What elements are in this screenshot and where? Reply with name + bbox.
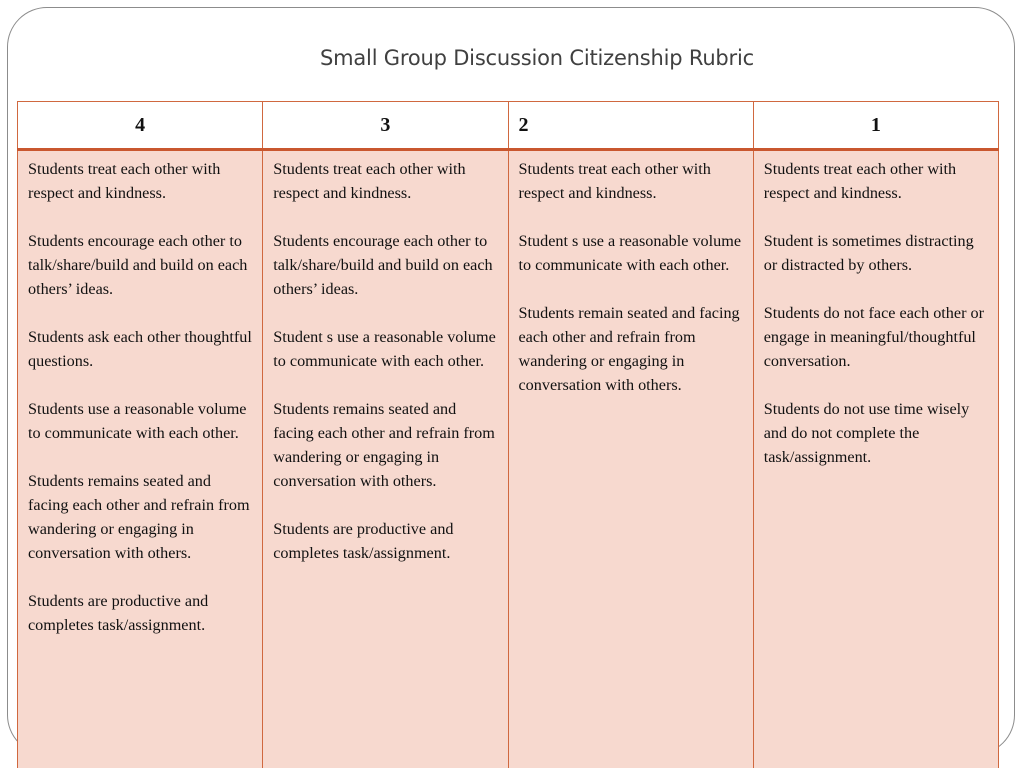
score-header-4: 4	[18, 102, 263, 150]
criterion: Students remains seated and facing each other and refrain from wandering or engaging in conversation with others.	[273, 400, 495, 490]
criterion: Students do not face each other or engage in meaningful/thoughtful conversation.	[763, 304, 985, 370]
criterion: Student s use a reasonable volume to communicate with each other.	[273, 328, 496, 370]
score-header-1: 1	[753, 102, 998, 150]
criterion: Student is sometimes distracting or distracted by others.	[763, 232, 974, 274]
criteria-cell-4	[18, 150, 263, 768]
criterion: Students use a reasonable volume to communicate with each other.	[28, 400, 247, 442]
criterion: Students remain seated and facing each other and refrain from wandering or engaging in conversation with others.	[518, 304, 740, 394]
criterion: Students encourage each other to talk/share/build and build on each others’ ideas.	[273, 232, 493, 298]
criterion: Students treat each other with respect and kindness.	[273, 160, 466, 202]
header-row	[18, 102, 999, 150]
criterion: Students remains seated and facing each other and refrain from wandering or engaging in conversation with others.	[28, 472, 250, 562]
criterion: Students treat each other with respect and kindness.	[28, 160, 221, 202]
score-header-3: 3	[263, 102, 508, 150]
criterion: Students treat each other with respect and kindness.	[763, 160, 957, 202]
page-title: Small Group Discussion Citizenship Rubric	[320, 46, 754, 70]
criteria-cell-2	[508, 150, 753, 768]
rubric-table	[17, 101, 999, 768]
criterion: Students encourage each other to talk/share/build and build on each others’ ideas.	[28, 232, 248, 298]
criteria-cell-1	[753, 150, 998, 768]
criterion: Students are productive and completes task/assignment.	[28, 592, 209, 634]
score-header-2: 2	[508, 102, 753, 150]
criterion: Student s use a reasonable volume to communicate with each other.	[518, 232, 742, 274]
criterion: Students are productive and completes task/assignment.	[273, 520, 454, 562]
criteria-cell-3	[263, 150, 508, 768]
criterion: Students ask each other thoughtful questions.	[28, 328, 252, 370]
criterion: Students do not use time wisely and do not complete the task/assignment.	[763, 400, 970, 466]
criteria-row	[18, 150, 999, 768]
criterion: Students treat each other with respect and kindness.	[518, 160, 711, 202]
